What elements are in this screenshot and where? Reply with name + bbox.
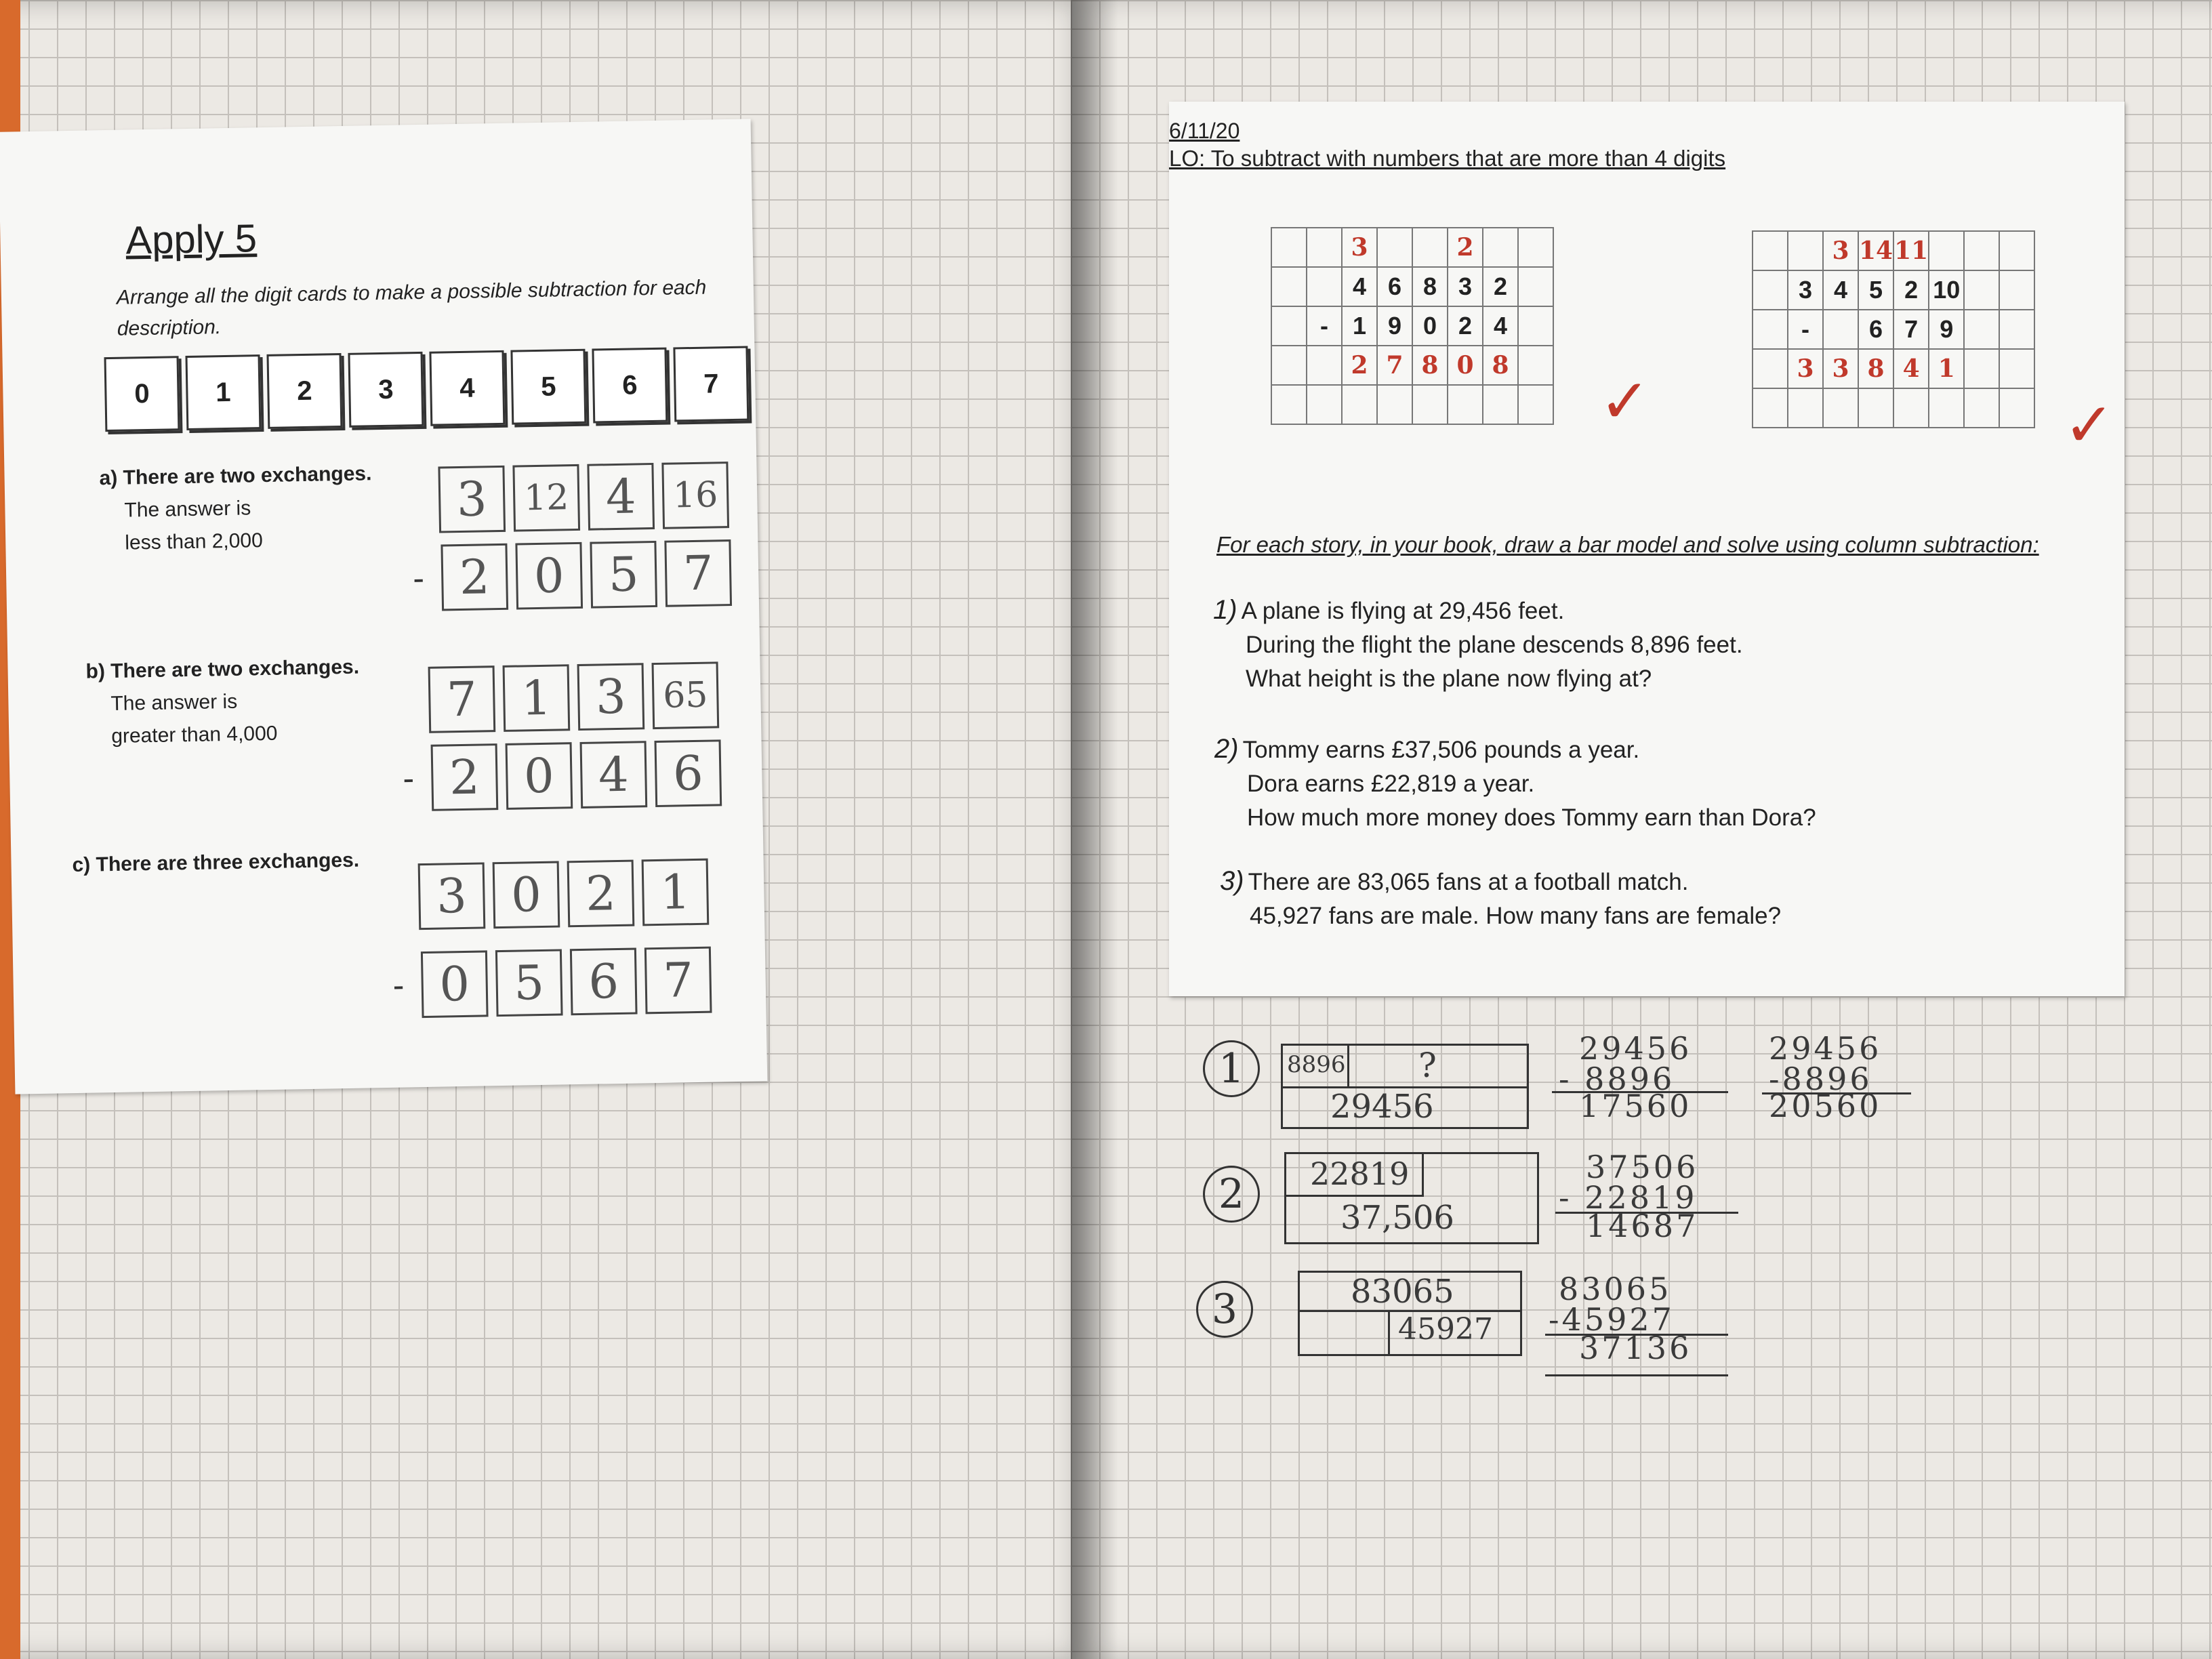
lesson-date: 6/11/20: [1169, 119, 1240, 143]
digit-card: 7: [673, 346, 749, 422]
digit-box: 0: [421, 950, 489, 1018]
digit-box: 7: [428, 665, 496, 733]
learning-objective: LO: To subtract with numbers that are more than 4 digits: [1169, 146, 1726, 171]
question-a-top-row: [438, 462, 729, 533]
digit-box: 12: [512, 464, 580, 532]
calc-line: [1545, 1374, 1728, 1376]
column-subtraction-grid-1: 3 2 4 6 8 3 2 - 1 9 0 2 4 2 7 8 0 8: [1271, 227, 1554, 425]
calc-2-top: 37506: [1586, 1149, 1699, 1185]
digit-box: 0: [493, 861, 560, 929]
digit-box: 6: [570, 948, 638, 1016]
digit-box: 0: [515, 542, 583, 610]
calc-3-answer: 37136: [1579, 1330, 1692, 1366]
digit-box: 2: [431, 743, 499, 811]
bar-unknown-label: ?: [1418, 1046, 1437, 1085]
story-2: 2) Tommy earns £37,506 pounds a year. Dora earns £22,819 a year. How much more money does Tommy earn than Dora?: [1214, 734, 1816, 831]
digit-box: 65: [652, 661, 720, 729]
calc-2-answer: 14687: [1586, 1208, 1699, 1244]
digit-card: 4: [429, 350, 505, 426]
digit-box: 5: [590, 541, 657, 609]
story-1: 1) A plane is flying at 29,456 feet. During the flight the plane descends 8,896 feet. What height is the plane now flying at?: [1213, 595, 1743, 692]
column-subtraction-grid-2: 3 14 11 3 4 5 2 10 - 6 7 9 3 3 8 4 1: [1752, 230, 2035, 428]
apply-worksheet: [0, 119, 767, 1094]
story-instruction: For each story, in your book, draw a bar model and solve using column subtraction:: [1216, 532, 2039, 557]
story-3: 3) There are 83,065 fans at a football match. 45,927 fans are male. How many fans are female?: [1220, 866, 1782, 929]
question-c-text: c) There are three exchanges.: [72, 848, 360, 877]
digit-box: 3: [418, 862, 486, 930]
bar-part-label: 8896: [1287, 1051, 1346, 1078]
digit-card: 6: [592, 348, 668, 424]
worksheet-instruction: Arrange all the digit cards to make a possible subtraction for each description.: [116, 276, 707, 340]
digit-box: 5: [495, 949, 563, 1017]
answer-number-1: 1: [1203, 1040, 1260, 1097]
digit-box: 4: [587, 463, 655, 531]
calc-1-sub: - 8896: [1559, 1061, 1675, 1097]
question-b-top-row: [428, 661, 720, 733]
calc-1b-sub: -8896: [1769, 1061, 1872, 1097]
bar-total-label: 29456: [1330, 1088, 1434, 1126]
worksheet-title: Apply 5: [125, 216, 258, 263]
digit-box: 7: [664, 539, 732, 607]
digit-card: 5: [510, 349, 586, 425]
question-b-text: b) There are two exchanges. The answer is greater than 4,000: [85, 655, 360, 748]
digit-card: 3: [348, 352, 424, 428]
digit-box: 6: [655, 739, 722, 807]
calc-1b-top: 29456: [1769, 1030, 1882, 1067]
digit-box: 1: [642, 859, 710, 926]
digit-box: 3: [577, 663, 645, 731]
bar-model-1: [1281, 1044, 1529, 1129]
red-tick-mark: ✓: [2064, 392, 2115, 459]
bar-part-label: 22819: [1310, 1155, 1410, 1192]
question-c-top-row: [418, 859, 710, 930]
calc-3-sub: -45927: [1549, 1301, 1675, 1338]
question-a-bottom-row: [412, 539, 732, 611]
digit-box: 3: [438, 466, 506, 533]
calc-3-top: 83065: [1559, 1271, 1672, 1307]
answer-number-2: 2: [1203, 1166, 1260, 1223]
notebook-spine: [1071, 0, 1118, 1659]
digit-box: 0: [506, 742, 573, 810]
digit-card: 2: [266, 353, 342, 429]
digit-card-row: [104, 346, 750, 432]
minus-sign: -: [392, 966, 405, 1004]
bar-total-label: 83065: [1351, 1273, 1454, 1311]
question-b-bottom-row: [403, 739, 722, 811]
digit-box: 1: [503, 664, 571, 732]
bar-model-2: [1284, 1152, 1539, 1244]
calc-1-top: 29456: [1579, 1030, 1692, 1067]
red-tick-mark: ✓: [1599, 368, 1651, 436]
calc-1-answer: 17560: [1579, 1088, 1692, 1124]
question-a-text: a) There are two exchanges. The answer is less than 2,000: [99, 462, 372, 554]
bar-part-label: 45927: [1398, 1312, 1493, 1347]
digit-box: 2: [567, 860, 635, 928]
digit-box: 7: [644, 947, 712, 1015]
digit-card: 0: [104, 356, 180, 432]
answer-number-3: 3: [1196, 1281, 1253, 1338]
calc-2-sub: - 22819: [1559, 1179, 1698, 1216]
digit-card: 1: [185, 354, 261, 430]
calc-1b-answer: 20560: [1769, 1088, 1882, 1124]
bar-total-label: 37,506: [1340, 1199, 1454, 1237]
digit-box: 4: [580, 741, 648, 808]
digit-box: 2: [441, 544, 508, 611]
minus-sign: -: [402, 759, 415, 798]
minus-sign: -: [412, 558, 425, 598]
bar-model-3: [1298, 1271, 1522, 1356]
digit-box: 16: [661, 462, 729, 529]
question-c-bottom-row: [392, 947, 712, 1019]
